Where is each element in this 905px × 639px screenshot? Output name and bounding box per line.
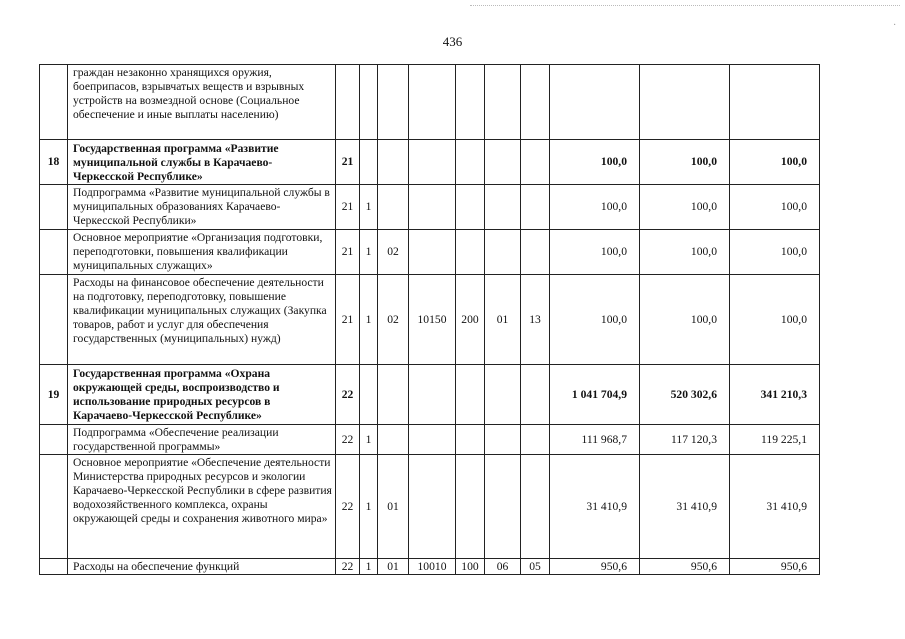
program-code-cell: 22: [336, 559, 360, 575]
table-row: [40, 230, 820, 275]
table-row: [40, 275, 820, 365]
subsection-code-cell: [521, 425, 550, 455]
expense-type-code-cell: [456, 455, 485, 559]
subprogram-code-cell: 1: [360, 455, 378, 559]
program-code-cell: 21: [336, 230, 360, 275]
row-number-cell: [40, 425, 68, 455]
expense-direction-code-cell: [409, 140, 456, 185]
amount-year3-cell: 100,0: [730, 140, 820, 185]
main-activity-code-cell: [378, 140, 409, 185]
amount-year3-cell: 950,6: [730, 559, 820, 575]
row-number-cell: [40, 65, 68, 140]
subprogram-code-cell: [360, 65, 378, 140]
main-activity-code-cell: 01: [378, 455, 409, 559]
main-activity-code-cell: [378, 365, 409, 425]
subprogram-code-cell: 1: [360, 275, 378, 365]
item-name-cell: Подпрограмма «Обеспечение реализации государственной программы»: [68, 425, 336, 455]
program-code-cell: 22: [336, 455, 360, 559]
scan-mark: ·: [893, 20, 897, 31]
amount-year3-cell: 100,0: [730, 185, 820, 230]
section-code-cell: [485, 140, 521, 185]
expense-direction-code-cell: 10010: [409, 559, 456, 575]
item-name-cell: Расходы на обеспечение функций: [68, 559, 336, 575]
amount-year1-cell: 100,0: [550, 230, 640, 275]
amount-year1-cell: 100,0: [550, 275, 640, 365]
program-code-cell: 21: [336, 275, 360, 365]
section-code-cell: [485, 455, 521, 559]
amount-year2-cell: 31 410,9: [640, 455, 730, 559]
item-name-cell: Основное мероприятие «Обеспечение деятельности Министерства природных ресурсов и экологии Карачаево-Черкесской Республики в сфере развития водохозяйственного комплекса, охраны окружающей среды и сохранения животного мира»: [68, 455, 336, 559]
subprogram-code-cell: 1: [360, 425, 378, 455]
expense-type-code-cell: 200: [456, 275, 485, 365]
amount-year3-cell: [730, 65, 820, 140]
item-name-cell: граждан незаконно хранящихся оружия, боеприпасов, взрывчатых веществ и взрывных устройств на возмездной основе (Социальное обеспечение и иные выплаты населению): [68, 65, 336, 140]
subprogram-code-cell: [360, 365, 378, 425]
section-code-cell: 01: [485, 275, 521, 365]
table-row: [40, 559, 820, 575]
section-code-cell: [485, 185, 521, 230]
expense-direction-code-cell: [409, 230, 456, 275]
row-number-cell: 19: [40, 365, 68, 425]
table-row: [40, 140, 820, 185]
program-code-cell: [336, 65, 360, 140]
table-row: [40, 65, 820, 140]
amount-year2-cell: 520 302,6: [640, 365, 730, 425]
item-name-cell: Государственная программа «Развитие муниципальной службы в Карачаево-Черкесской Республике»: [68, 140, 336, 185]
main-activity-code-cell: 02: [378, 230, 409, 275]
expense-direction-code-cell: [409, 455, 456, 559]
table-row: [40, 455, 820, 559]
subsection-code-cell: [521, 185, 550, 230]
item-name-cell: Основное мероприятие «Организация подготовки, переподготовки, повышения квалификации муниципальных служащих»: [68, 230, 336, 275]
amount-year1-cell: 111 968,7: [550, 425, 640, 455]
amount-year1-cell: 1 041 704,9: [550, 365, 640, 425]
program-code-cell: 22: [336, 425, 360, 455]
expense-type-code-cell: 100: [456, 559, 485, 575]
amount-year2-cell: 117 120,3: [640, 425, 730, 455]
subsection-code-cell: 13: [521, 275, 550, 365]
expense-type-code-cell: [456, 65, 485, 140]
subsection-code-cell: [521, 140, 550, 185]
section-code-cell: [485, 230, 521, 275]
amount-year2-cell: 100,0: [640, 185, 730, 230]
amount-year1-cell: 100,0: [550, 185, 640, 230]
subprogram-code-cell: [360, 140, 378, 185]
item-name-cell: Расходы на финансовое обеспечение деятельности на подготовку, переподготовку, повышение квалификации муниципальных служащих (Закупка товаров, работ и услуг для обеспечения государственных (муниципальных) нужд): [68, 275, 336, 365]
subsection-code-cell: [521, 230, 550, 275]
section-code-cell: 06: [485, 559, 521, 575]
subprogram-code-cell: 1: [360, 230, 378, 275]
main-activity-code-cell: [378, 185, 409, 230]
row-number-cell: [40, 455, 68, 559]
program-code-cell: 21: [336, 140, 360, 185]
main-activity-code-cell: 02: [378, 275, 409, 365]
amount-year2-cell: 100,0: [640, 230, 730, 275]
section-code-cell: [485, 425, 521, 455]
program-code-cell: 21: [336, 185, 360, 230]
table-row: [40, 185, 820, 230]
main-activity-code-cell: [378, 425, 409, 455]
main-activity-code-cell: 01: [378, 559, 409, 575]
row-number-cell: [40, 275, 68, 365]
row-number-cell: [40, 185, 68, 230]
expense-direction-code-cell: [409, 365, 456, 425]
amount-year3-cell: 31 410,9: [730, 455, 820, 559]
subsection-code-cell: [521, 65, 550, 140]
amount-year2-cell: 100,0: [640, 275, 730, 365]
scan-edge-line: [470, 5, 900, 6]
amount-year3-cell: 100,0: [730, 230, 820, 275]
amount-year3-cell: 100,0: [730, 275, 820, 365]
item-name-cell: Подпрограмма «Развитие муниципальной службы в муниципальных образованиях Карачаево-Черкесской Республики»: [68, 185, 336, 230]
subsection-code-cell: [521, 365, 550, 425]
row-number-cell: 18: [40, 140, 68, 185]
expense-type-code-cell: [456, 365, 485, 425]
subsection-code-cell: [521, 455, 550, 559]
subprogram-code-cell: 1: [360, 185, 378, 230]
section-code-cell: [485, 365, 521, 425]
expense-type-code-cell: [456, 425, 485, 455]
amount-year3-cell: 119 225,1: [730, 425, 820, 455]
main-activity-code-cell: [378, 65, 409, 140]
expense-direction-code-cell: 10150: [409, 275, 456, 365]
amount-year2-cell: 950,6: [640, 559, 730, 575]
table-row: [40, 365, 820, 425]
item-name-cell: Государственная программа «Охрана окружающей среды, воспроизводство и использование природных ресурсов в Карачаево-Черкесской Республике»: [68, 365, 336, 425]
amount-year1-cell: 31 410,9: [550, 455, 640, 559]
expense-direction-code-cell: [409, 65, 456, 140]
amount-year3-cell: 341 210,3: [730, 365, 820, 425]
expense-type-code-cell: [456, 230, 485, 275]
amount-year1-cell: 950,6: [550, 559, 640, 575]
amount-year1-cell: [550, 65, 640, 140]
expense-direction-code-cell: [409, 425, 456, 455]
subprogram-code-cell: 1: [360, 559, 378, 575]
expense-type-code-cell: [456, 140, 485, 185]
page-number: 436: [442, 34, 463, 49]
program-code-cell: 22: [336, 365, 360, 425]
expense-direction-code-cell: [409, 185, 456, 230]
row-number-cell: [40, 559, 68, 575]
section-code-cell: [485, 65, 521, 140]
subsection-code-cell: 05: [521, 559, 550, 575]
expense-type-code-cell: [456, 185, 485, 230]
budget-table: [39, 64, 820, 575]
amount-year2-cell: [640, 65, 730, 140]
amount-year2-cell: 100,0: [640, 140, 730, 185]
amount-year1-cell: 100,0: [550, 140, 640, 185]
row-number-cell: [40, 230, 68, 275]
table-row: [40, 425, 820, 455]
